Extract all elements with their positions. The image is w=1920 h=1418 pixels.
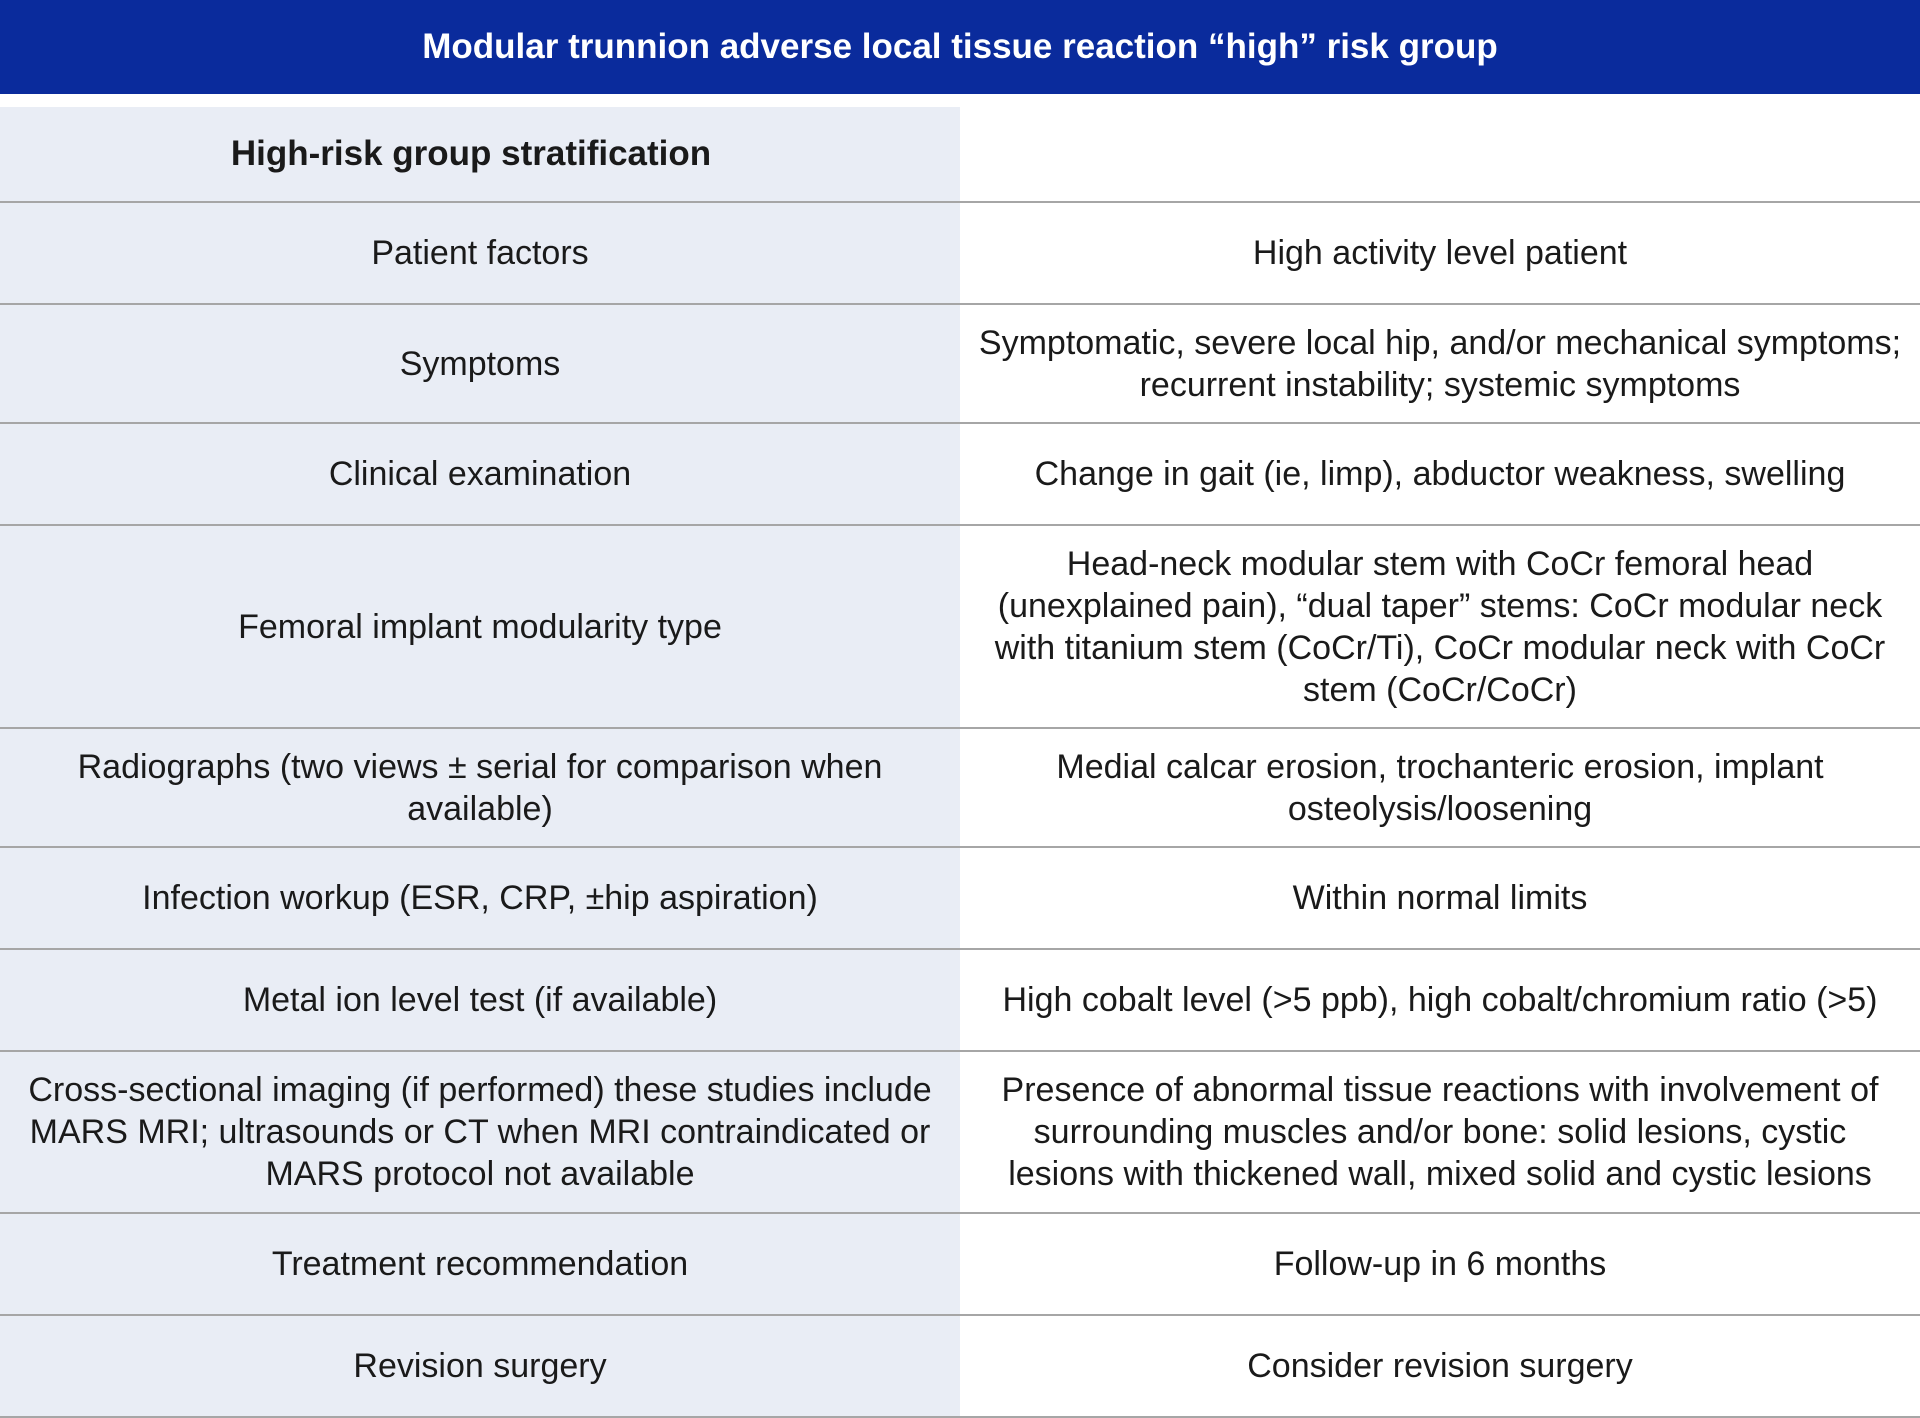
factor-cell: Cross-sectional imaging (if performed) these studies include MARS MRI; ultrasounds or CT when MRI contraindicated or MARS protocol not available	[0, 1052, 960, 1212]
table-title-bar	[0, 0, 1920, 94]
criteria-cell: Follow-up in 6 months	[960, 1214, 1920, 1314]
table-row	[0, 305, 1920, 424]
factor-cell: Patient factors	[0, 203, 960, 303]
header-cell-stratification: High-risk group stratification	[0, 107, 960, 201]
table-row	[0, 729, 1920, 848]
criteria-cell: Consider revision surgery	[960, 1316, 1920, 1416]
factor-cell: Treatment recommendation	[0, 1214, 960, 1314]
risk-stratification-table	[0, 107, 1920, 1418]
criteria-cell: Symptomatic, severe local hip, and/or mechanical symptoms; recurrent instability; systemic symptoms	[960, 305, 1920, 422]
table-row	[0, 526, 1920, 729]
criteria-cell: Medial calcar erosion, trochanteric erosion, implant osteolysis/loosening	[960, 729, 1920, 846]
table-row	[0, 424, 1920, 526]
table-row	[0, 1316, 1920, 1418]
factor-cell: Symptoms	[0, 305, 960, 422]
table-header-row	[0, 107, 1920, 203]
criteria-cell: Within normal limits	[960, 848, 1920, 948]
table-row	[0, 848, 1920, 950]
factor-cell: Revision surgery	[0, 1316, 960, 1416]
factor-cell: Radiographs (two views ± serial for comparison when available)	[0, 729, 960, 846]
table-title: Modular trunnion adverse local tissue reaction “high” risk group	[422, 27, 1498, 66]
header-cell-empty	[960, 107, 1920, 201]
criteria-cell: Head-neck modular stem with CoCr femoral head (unexplained pain), “dual taper” stems: CoCr modular neck with titanium stem (CoCr/Ti), CoCr modular neck with CoCr stem (CoCr/CoCr)	[960, 526, 1920, 727]
factor-cell: Metal ion level test (if available)	[0, 950, 960, 1050]
criteria-cell: Change in gait (ie, limp), abductor weakness, swelling	[960, 424, 1920, 524]
criteria-cell: Presence of abnormal tissue reactions with involvement of surrounding muscles and/or bone: solid lesions, cystic lesions with thickened wall, mixed solid and cystic lesions	[960, 1052, 1920, 1212]
criteria-cell: High activity level patient	[960, 203, 1920, 303]
table-row	[0, 203, 1920, 305]
factor-cell: Clinical examination	[0, 424, 960, 524]
table-row	[0, 1214, 1920, 1316]
table-row	[0, 1052, 1920, 1214]
factor-cell: Infection workup (ESR, CRP, ±hip aspiration)	[0, 848, 960, 948]
table-row	[0, 950, 1920, 1052]
factor-cell: Femoral implant modularity type	[0, 526, 960, 727]
criteria-cell: High cobalt level (>5 ppb), high cobalt/chromium ratio (>5)	[960, 950, 1920, 1050]
